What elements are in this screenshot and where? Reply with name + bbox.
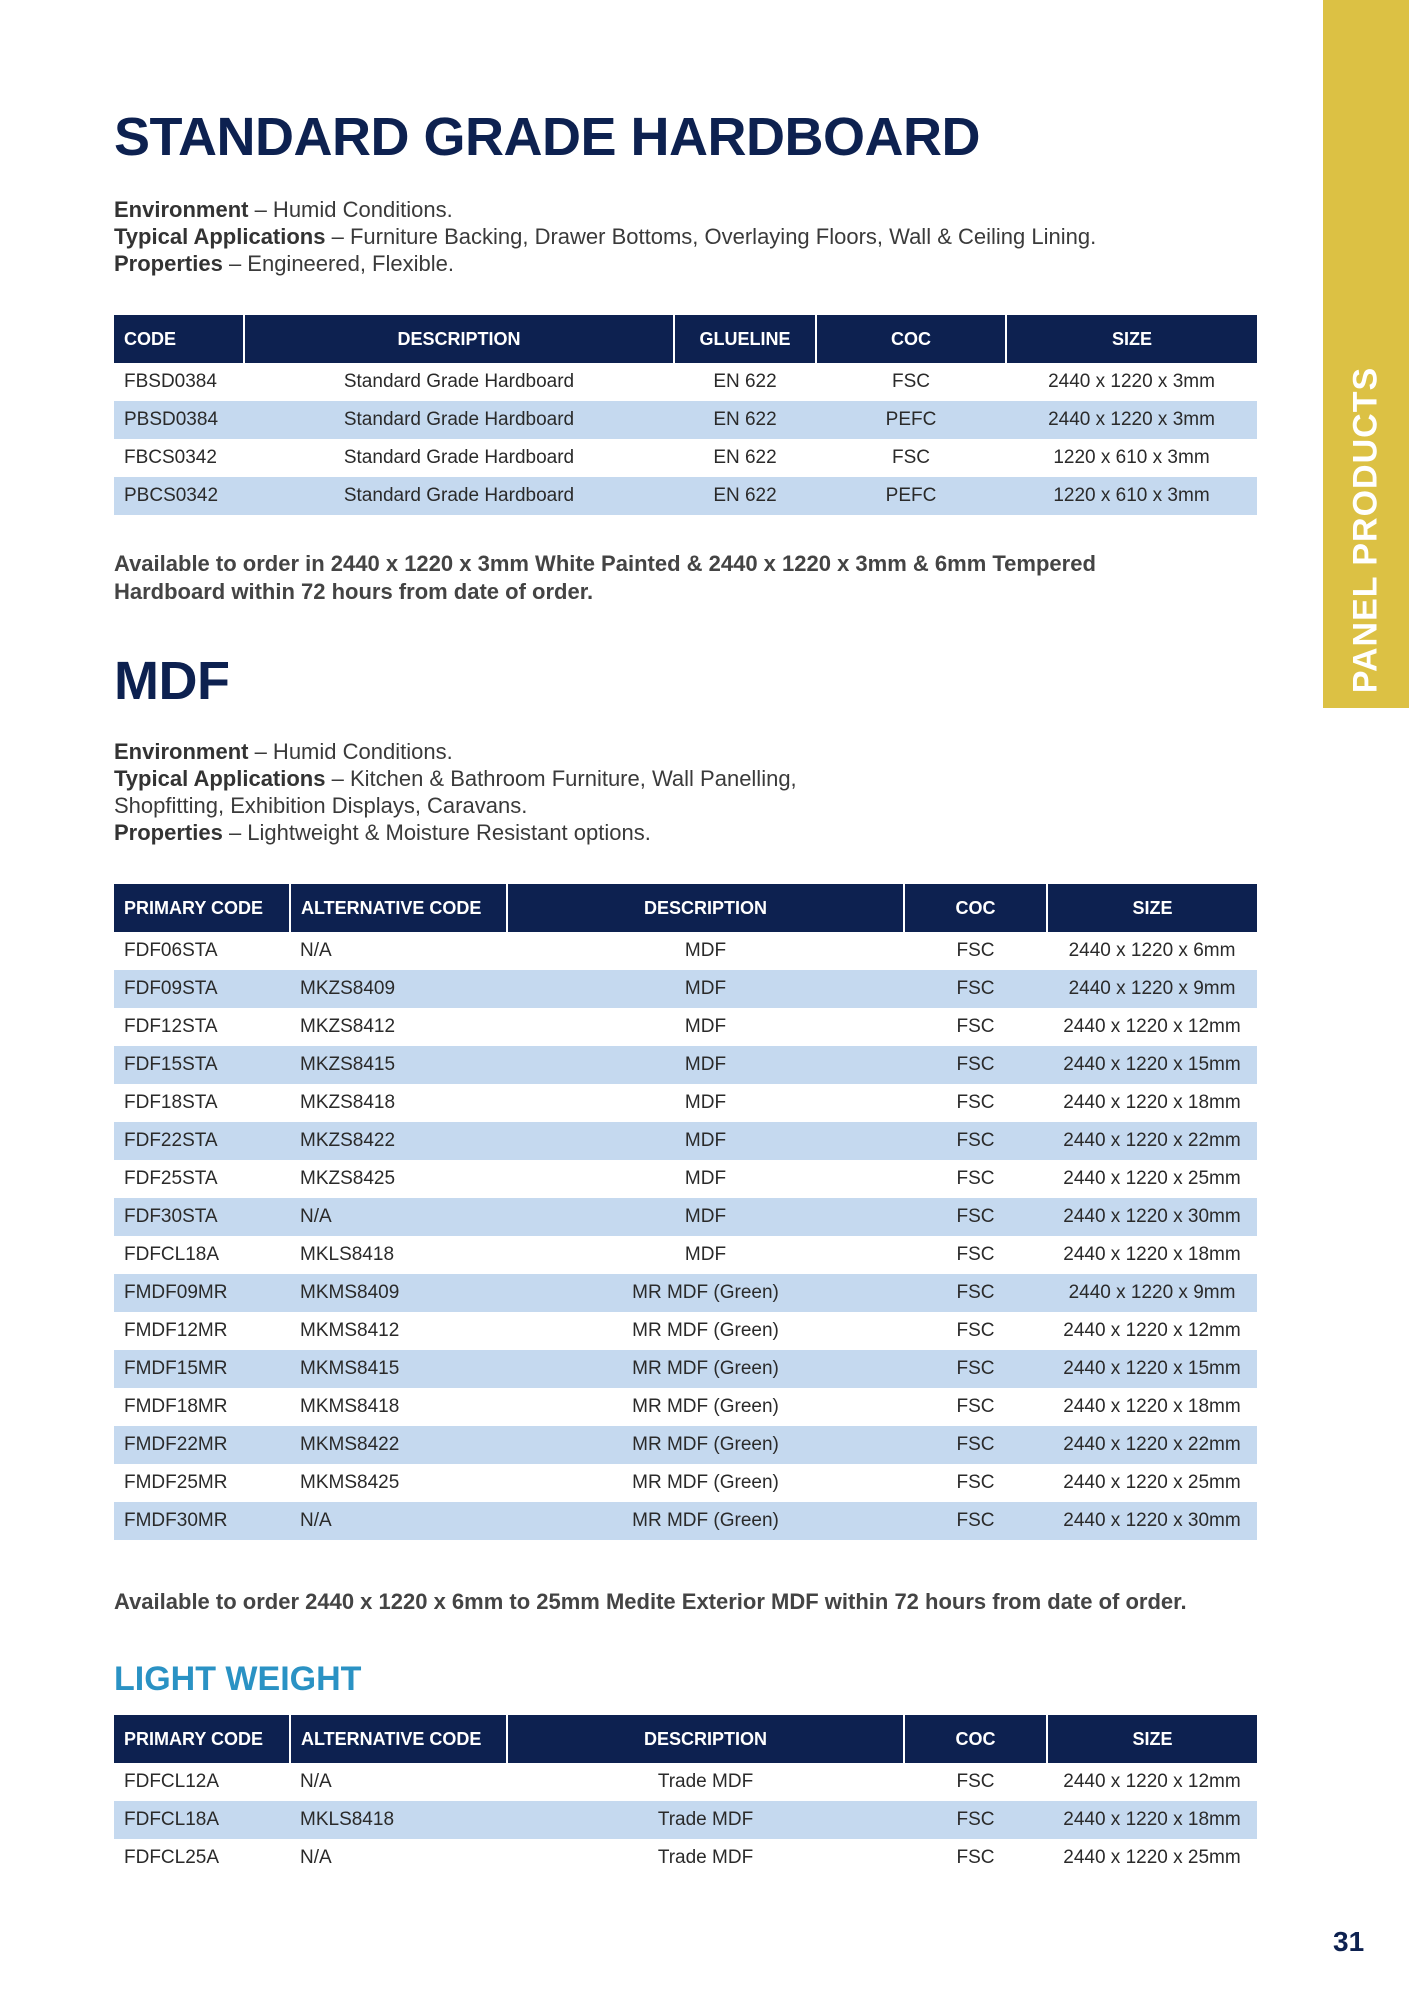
table-cell: MDF [507,1122,904,1160]
table-row [114,1084,1257,1122]
table-cell: FSC [956,1847,995,1868]
table-cell: 2440 x 1220 x 25mm [1063,1168,1241,1189]
table-cell: FSC [904,1122,1047,1160]
table-cell: 2440 x 1220 x 18mm [1063,1092,1241,1113]
table-cell: FSC [956,1771,995,1792]
table-cell: 2440 x 1220 x 3mm [1006,401,1257,439]
table-cell: FSC [904,1046,1047,1084]
table-cell: N/A [300,1771,332,1792]
table-row [114,1160,1257,1198]
apps-text: – Furniture Backing, Drawer Bottoms, Overlaying Floors, Wall & Ceiling Lining. [325,224,1097,249]
table-row [114,477,1257,515]
table-row [114,932,1257,970]
table-row [114,1763,1257,1801]
col-header: ALTERNATIVE CODE [290,884,507,932]
table-cell: FSC [956,1320,995,1341]
table-cell: Standard Grade Hardboard [343,371,575,392]
table-cell: MKMS8412 [300,1320,400,1341]
table-cell: 2440 x 1220 x 25mm [1063,1472,1241,1493]
apps-label: Typical Applications [114,224,326,249]
col-header: GLUELINE [674,315,816,363]
table-cell: MDF [684,940,727,961]
col-header: SIZE [1047,1715,1257,1763]
table-row [114,970,1257,1008]
col-header: COC [904,884,1047,932]
table-row [114,439,1257,477]
table-cell: FSC [904,1274,1047,1312]
table-cell: 2440 x 1220 x 12mm [1063,1320,1241,1341]
col-header: DESCRIPTION [507,1715,904,1763]
table-cell: MDF [507,970,904,1008]
table-cell: FMDF15MR [114,1350,290,1388]
table-cell: MR MDF (Green) [507,1426,904,1464]
table-cell: FDF15STA [114,1046,290,1084]
table-cell: FMDF12MR [124,1320,228,1341]
col-header: DESCRIPTION [244,315,674,363]
table-cell: MKMS8422 [290,1426,507,1464]
table-cell: PBCS0342 [114,477,244,515]
table-row [114,1274,1257,1312]
table-cell: EN 622 [674,401,816,439]
table-row [114,1388,1257,1426]
props-label: Properties [114,251,223,276]
table-cell: FSC [904,1502,1047,1540]
mdf-table [114,884,1257,1540]
table-cell: EN 622 [713,447,777,468]
table-cell: FDFCL18A [124,1244,220,1265]
table-row [114,401,1257,439]
table-row [114,1046,1257,1084]
table-cell: FSC [904,1198,1047,1236]
table-cell: FBSD0384 [124,371,217,392]
table-row [114,1008,1257,1046]
apps-text: – Kitchen & Bathroom Furniture, Wall Panelling, [325,766,797,791]
table-cell: 2440 x 1220 x 18mm [1063,1396,1241,1417]
table-cell: MKZS8409 [290,970,507,1008]
table-cell: MR MDF (Green) [632,1396,779,1417]
table-cell: FDF22STA [114,1122,290,1160]
table-row [114,1350,1257,1388]
table-cell: MR MDF (Green) [632,1320,779,1341]
table-cell: FSC [956,1472,995,1493]
col-header: SIZE [1047,884,1257,932]
table-row [114,1236,1257,1274]
table-cell: 2440 x 1220 x 9mm [1047,970,1257,1008]
hardboard-table [114,315,1257,515]
lightweight-table [114,1715,1257,1877]
table-cell: EN 622 [674,477,816,515]
table-cell: FDFCL18A [114,1801,290,1839]
table-cell: Standard Grade Hardboard [244,477,674,515]
table-cell: MKZS8422 [290,1122,507,1160]
table-cell: 2440 x 1220 x 15mm [1047,1046,1257,1084]
table-cell: 2440 x 1220 x 6mm [1068,940,1236,961]
col-header: COC [904,1715,1047,1763]
table-cell: Trade MDF [657,1771,754,1792]
col-header: DESCRIPTION [507,884,904,932]
page-number: 31 [1333,1926,1365,1957]
table-row [114,1839,1257,1877]
table-cell: FMDF25MR [124,1472,228,1493]
table-cell: FSC [956,940,995,961]
table-cell: 2440 x 1220 x 12mm [1063,1771,1241,1792]
table-cell: FSC [956,1168,995,1189]
table-cell: FDF18STA [124,1092,218,1113]
lightweight-title: LIGHT WEIGHT [114,1660,362,1698]
hardboard-note: Available to order in 2440 x 1220 x 3mm White Painted & 2440 x 1220 x 3mm & 6mm Tempered Hardboard within 72 hours from date of order. [114,551,1096,604]
table-cell: PEFC [816,401,1006,439]
mdf-title: MDF [114,651,230,711]
side-tab-label: PANEL PRODUCTS [1346,366,1385,694]
table-cell: FSC [892,447,930,468]
col-header: PRIMARY CODE [114,1715,290,1763]
table-cell: N/A [290,1198,507,1236]
table-cell: MDF [507,1046,904,1084]
table-cell: 2440 x 1220 x 30mm [1047,1502,1257,1540]
table-cell: FDFCL12A [124,1771,220,1792]
table-cell: 2440 x 1220 x 30mm [1047,1198,1257,1236]
apps-text-continued: Shopfitting, Exhibition Displays, Caravans. [114,793,528,818]
table-cell: EN 622 [713,371,777,392]
props-label: Properties [114,820,223,845]
props-text: – Engineered, Flexible. [222,251,454,276]
table-cell: MDF [684,1244,727,1265]
table-cell: 2440 x 1220 x 15mm [1047,1350,1257,1388]
table-cell: FMDF30MR [114,1502,290,1540]
table-header-row [114,884,1257,932]
table-cell: MKZS8425 [300,1168,396,1189]
apps-label: Typical Applications [114,766,326,791]
table-cell: MR MDF (Green) [507,1274,904,1312]
table-cell: MKZS8412 [300,1016,396,1037]
table-cell: MDF [684,1016,727,1037]
table-cell: FSC [904,1426,1047,1464]
table-row [114,1801,1257,1839]
table-cell: N/A [300,940,332,961]
table-cell: Standard Grade Hardboard [244,401,674,439]
table-cell: MKLS8418 [290,1801,507,1839]
table-cell: FDF06STA [124,940,218,961]
table-cell: MR MDF (Green) [507,1502,904,1540]
table-cell: FDFCL25A [124,1847,220,1868]
table-cell: MDF [684,1168,727,1189]
table-cell: 2440 x 1220 x 12mm [1063,1016,1241,1037]
table-cell: FSC [904,1350,1047,1388]
env-label: Environment [114,739,249,764]
table-cell: Trade MDF [507,1801,904,1839]
table-cell: MR MDF (Green) [632,1472,779,1493]
table-cell: PBSD0384 [114,401,244,439]
table-row [114,1464,1257,1502]
env-label: Environment [114,197,249,222]
col-header: SIZE [1006,315,1257,363]
table-cell: MKLS8418 [300,1244,395,1265]
table-row [114,1122,1257,1160]
col-header: PRIMARY CODE [114,884,290,932]
table-cell: N/A [300,1847,332,1868]
table-row [114,363,1257,401]
table-cell: 2440 x 1220 x 25mm [1063,1847,1241,1868]
table-row [114,1502,1257,1540]
table-cell: FSC [956,1092,995,1113]
env-text: – Humid Conditions. [248,197,453,222]
table-cell: MKZS8418 [300,1092,396,1113]
mdf-properties [114,738,797,846]
table-cell: FDF09STA [114,970,290,1008]
hardboard-title: STANDARD GRADE HARDBOARD [114,107,980,167]
col-header: CODE [114,315,244,363]
table-cell: FMDF09MR [114,1274,290,1312]
col-header: COC [816,315,1006,363]
table-cell: 1220 x 610 x 3mm [1053,447,1210,468]
table-cell: 2440 x 1220 x 3mm [1048,371,1215,392]
table-cell: MKMS8409 [290,1274,507,1312]
table-cell: FDF25STA [124,1168,218,1189]
table-cell: MDF [507,1198,904,1236]
table-cell: FMDF22MR [114,1426,290,1464]
mdf-note: Available to order 2440 x 1220 x 6mm to 25mm Medite Exterior MDF within 72 hours from date of order. [114,1589,1187,1614]
table-cell: MR MDF (Green) [507,1350,904,1388]
table-cell: PEFC [816,477,1006,515]
table-cell: Trade MDF [657,1847,754,1868]
table-cell: FBCS0342 [124,447,217,468]
table-cell: FMDF18MR [124,1396,228,1417]
table-cell: FSC [956,1396,995,1417]
table-cell: MKZS8415 [290,1046,507,1084]
table-header-row [114,315,1257,363]
table-cell: FDF12STA [124,1016,218,1037]
table-row [114,1426,1257,1464]
table-cell: 1220 x 610 x 3mm [1006,477,1257,515]
table-cell: 2440 x 1220 x 22mm [1047,1426,1257,1464]
env-text: – Humid Conditions. [248,739,453,764]
table-cell: MKMS8415 [290,1350,507,1388]
table-row [114,1312,1257,1350]
table-cell: 2440 x 1220 x 22mm [1047,1122,1257,1160]
props-text: – Lightweight & Moisture Resistant options. [222,820,651,845]
table-cell: FDF30STA [114,1198,290,1236]
table-cell: 2440 x 1220 x 9mm [1047,1274,1257,1312]
col-header: ALTERNATIVE CODE [290,1715,507,1763]
table-cell: Standard Grade Hardboard [343,447,575,468]
hardboard-properties [114,196,1096,277]
table-cell: N/A [290,1502,507,1540]
table-cell: 2440 x 1220 x 18mm [1047,1801,1257,1839]
table-cell: FSC [892,371,930,392]
table-cell: FSC [904,1801,1047,1839]
table-cell: MKMS8425 [300,1472,400,1493]
table-cell: FSC [956,1016,995,1037]
table-header-row [114,1715,1257,1763]
side-section-tab [1323,0,1409,708]
table-row [114,1198,1257,1236]
table-cell: MKMS8418 [300,1396,400,1417]
table-cell: MDF [684,1092,727,1113]
table-cell: FSC [956,1244,995,1265]
table-cell: 2440 x 1220 x 18mm [1063,1244,1241,1265]
table-cell: FSC [904,970,1047,1008]
